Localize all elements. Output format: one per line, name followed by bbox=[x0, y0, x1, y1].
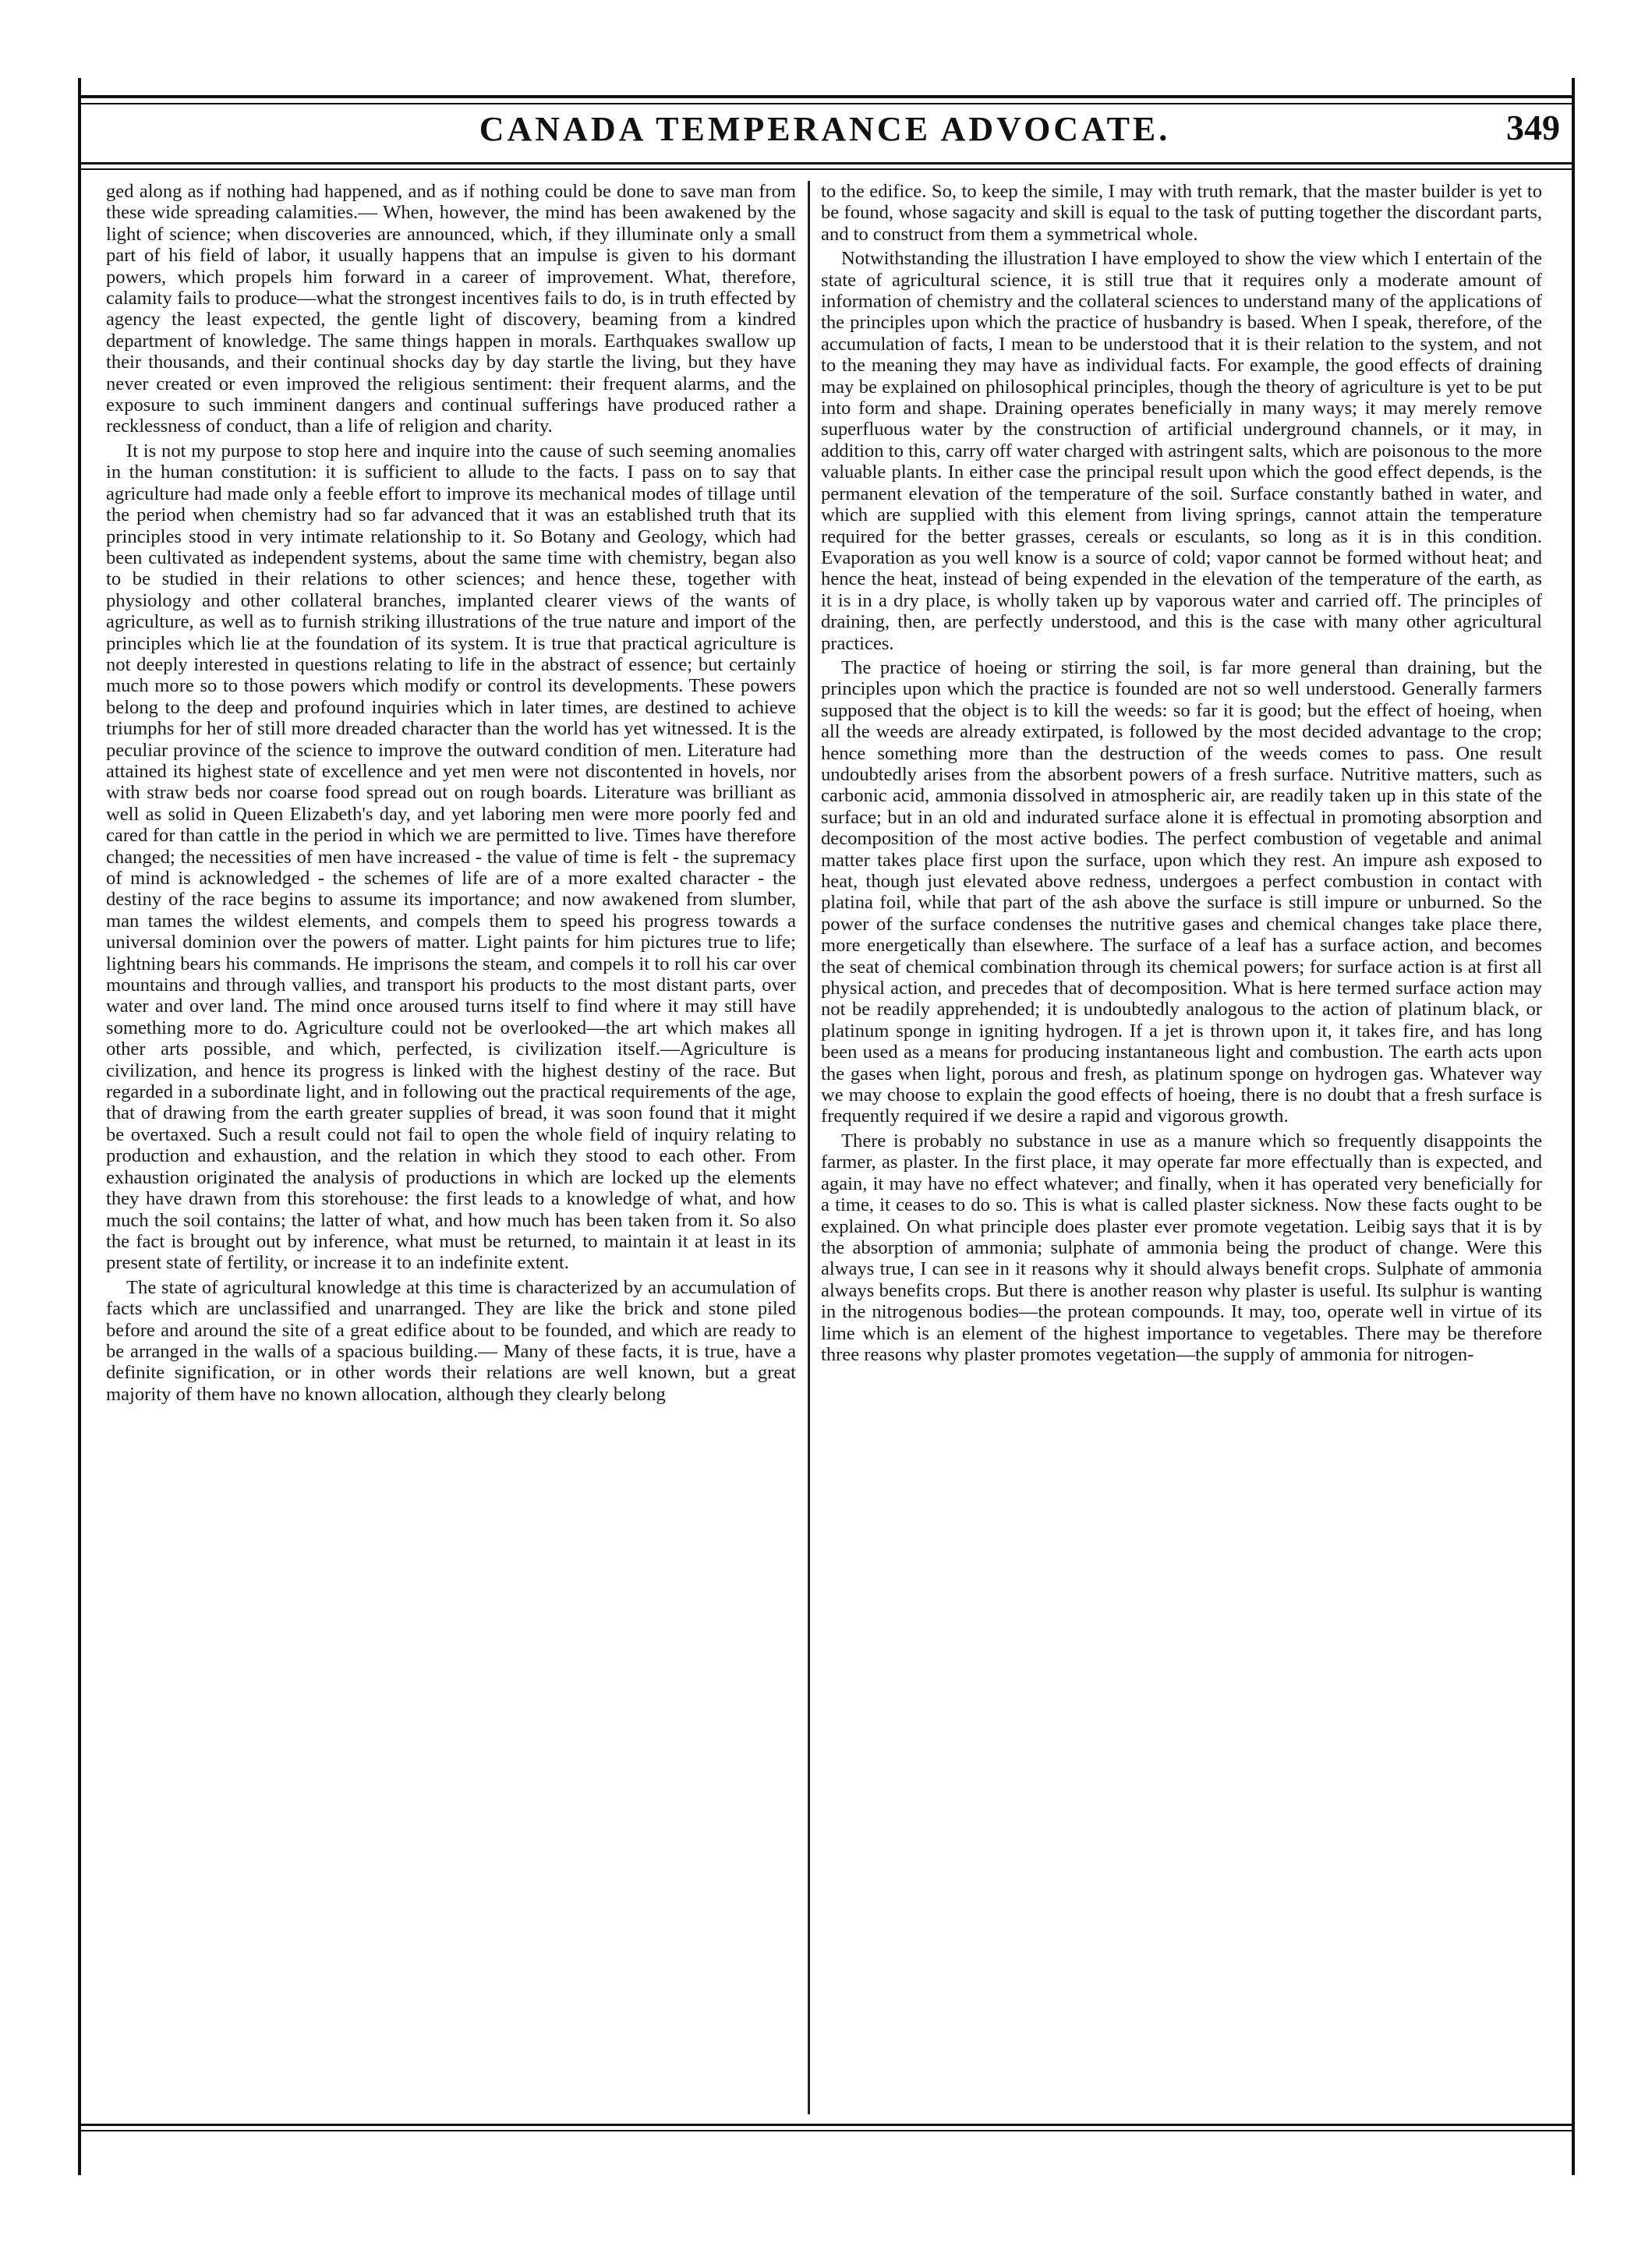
right-column bbox=[821, 181, 1542, 2114]
bottom-rule-thin bbox=[78, 2130, 1572, 2131]
top-rule-thick bbox=[78, 95, 1572, 98]
article-paragraph: to the edifice. So, to keep the simile, I may with truth remark, that the master builder is yet to be found, whose sagacity and skill is equal to the task of putting together the discordant parts, and to construct from them a symmetrical whole. bbox=[821, 181, 1542, 245]
bottom-rule bbox=[78, 2124, 1572, 2126]
page-title: CANADA TEMPERANCE ADVOCATE. bbox=[479, 110, 1171, 148]
column-divider bbox=[808, 181, 810, 2114]
page-number: 349 bbox=[1506, 108, 1560, 147]
article-paragraph: It is not my purpose to stop here and inquire into the cause of such seeming anomalies in the human constitution: it is sufficient to allude to the facts. I pass on to say that agriculture had made only a feeble effort to improve its mechanical modes of tillage until the period when chemistry had so far advanced that it was an established truth that its principles stood in very intimate relationship to it. So Botany and Geology, which had been cultivated as independent systems, about the same time with chemistry, began also to be studied in their relations to other sciences; and hence these, together with physiology and other collateral branches, implanted clearer views of the wants of agriculture, as well as to furnish striking illustrations of the true nature and import of the principles which lie at the foundation of its system. It is true that practical agriculture is not deeply interested in questions relating to life in the abstract of essence; but certainly much more so to those powers which modify or control its developments. These powers belong to the deep and profound inquiries which in later times, are destined to achieve triumphs for her of still more dreaded character than the world has yet witnessed. It is the peculiar province of the science to improve the outward condition of men. Literature had attained its highest state of excellence and yet men were not discontented in hovels, nor with straw beds nor coarse food spread out on rough boards. Literature was brilliant as well as solid in Queen Elizabeth's day, and yet laboring men were more poorly fed and cared for than cattle in the period in which we are permitted to live. Times have therefore changed; the necessities of men have increased - the value of time is felt - the supremacy of mind is acknowledged - the schemes of life are of a more exalted character - the destiny of the race begins to assume its importance; and now awakened from slumber, man tames the wildest elements, and compels them to speed his progress towards a universal dominion over the powers of matter. Light paints for him pictures true to life; lightning bears his commands. He imprisons the steam, and compels it to roll his car over mountains and through vallies, and transport his products to the most distant parts, over water and over land. The mind once aroused turns itself to find where it may still have something more to do. Agriculture could not be overlooked—the art which makes all other arts possible, and which, perfected, is civilization itself.—Agriculture is civilization, and hence its progress is linked with the highest destiny of the race. But regarded in a subordinate light, and in following out the practical requirements of the age, that of drawing from the earth greater supplies of bread, it was soon found that it might be overtaxed. Such a result could not fail to open the whole field of inquiry relating to production and exhaustion, and the relation in which they stood to each other. From exhaustion originated the analysis of productions in which are locked up the elements they have drawn from this storehouse: the first leads to a knowledge of what, and how much the soil contains; the latter of what, and how much has been taken from it. So also the fact is brought out by inference, what must be returned, to maintain it at least in its present state of fertility, or increase it to an indefinite extent. bbox=[106, 440, 796, 1274]
article-paragraph: Notwithstanding the illustration I have employed to show the view which I entertain of the state of agricultural science, it is still true that it requires only a moderate amount of information of chemistry and the collateral sciences to understand many of the applications of the principles upon which the practice of husbandry is based. When I speak, therefore, of the accumulation of facts, I mean to be understood that it is their relation to the system, and not to the meaning they may have as individual facts. For example, the good effects of draining may be explained on philosophical principles, though the theory of agriculture is yet to be put into form and shape. Draining operates beneficially in many ways; it may merely remove superfluous water by the construction of artificial underground channels, or it may, in addition to this, carry off water charged with astringent salts, which are poisonous to the more valuable plants. In either case the principal result upon which the good effect depends, is the permanent elevation of the temperature of the soil. Surface constantly bathed in water, and which are supplied with this element from living springs, cannot attain the temperature required for the better grasses, cereals or esculants, so long as it is in this condition. Evaporation as you well know is a source of cold; vapor cannot be formed without heat; and hence the heat, instead of being expended in the elevation of the temperature of the earth, as it is in a dry place, is wholly taken up by vaporous water and carried off. The principles of draining, then, are perfectly understood, and this is the case with many other agricultural practices. bbox=[821, 248, 1542, 654]
article-paragraph: ged along as if nothing had happened, and as if nothing could be done to save man from these wide spreading calamities.— When, however, the mind has been awakened by the light of science; when discoveries are announced, which, if they illuminate only a small part of his field of labor, it usually happens that an impulse is given to his dormant powers, which propels him forward in a career of improvement. What, therefore, calamity fails to produce—what the strongest incentives fails to do, is in truth effected by agency the least expected, the gentle light of discovery, beaming from a kindred department of knowledge. The same things happen in morals. Earthquakes swallow up their thousands, and their continual shocks day by day startle the living, but they have never created or even improved the religious sentiment: their frequent alarms, and the exposure to such imminent dangers and continual sufferings have produced rather a recklessness of conduct, than a life of religion and charity. bbox=[106, 181, 796, 437]
header-rule bbox=[78, 162, 1572, 164]
top-rule-thin bbox=[78, 103, 1572, 104]
article-paragraph: The practice of hoeing or stirring the soil, is far more general than draining, but the principles upon which the practice is founded are not so well understood. Generally farmers supposed that the object is to kill the weeds: so far it is good; but the effect of hoeing, when all the weeds are already extirpated, is followed by the most decided advantage to the crop; hence something more than the destruction of the weeds comes to pass. One result undoubtedly arises from the absorbent powers of a fresh surface. Nutritive matters, such as carbonic acid, ammonia dissolved in atmospheric air, are readily taken up in this state of the surface; but in an old and indurated surface alone it is effectual in promoting absorption and decomposition of the most active bodies. The perfect combustion of vegetable and animal matter takes place first upon the surface, upon which they rest. An impure ash exposed to heat, though just elevated above redness, undergoes a perfect combustion in contact with platina foil, while that part of the ash above the surface is still impure or unburned. So the power of the surface condenses the nutritive gases and chemical changes take place there, more energetically than elsewhere. The surface of a leaf has a surface action, and becomes the seat of chemical combination through its chemical powers; for surface action is at first all physical action, and precedes that of decomposition. What is here termed surface action may not be readily apprehended; it is undoubtedly analogous to the action of platinum black, or platinum sponge in igniting hydrogen. If a jet is thrown upon it, it takes fire, and has long been used as a means for producing instantaneous light and combustion. The earth acts upon the gases when light, porous and fresh, as platinum sponge on hydrogen gas. Whatever way we may choose to explain the good effects of hoeing, there is no doubt that a fresh surface is frequently required if we desire a rapid and vigorous growth. bbox=[821, 656, 1542, 1127]
header-rule-thin bbox=[78, 168, 1572, 170]
article-paragraph: There is probably no substance in use as a manure which so frequently disappoints the farmer, as plaster. In the first place, it may operate far more effectually than is expected, and again, it may have no effect whatever; and finally, when it has operated very beneficially for a time, it ceases to do so. This is what is called plaster sickness. Now these facts ought to be explained. On what principle does plaster ever promote vegetation. Leibig says that it is by the absorption of ammonia; sulphate of ammonia being the product of change. Were this always true, I can see in it reasons why it should always benefit crops. Sulphate of ammonia always benefits crops. But there is another reason why plaster is useful. Its sulphur is wanting in the nitrogenous bodies—the protean compounds. It may, too, operate well in virtue of its lime which is an element of the highest importance to vegetables. There may be therefore three reasons why plaster promotes vegetation—the supply of ammonia for nitrogen- bbox=[821, 1130, 1542, 1365]
left-column bbox=[106, 181, 796, 2114]
article-paragraph: The state of agricultural knowledge at this time is characterized by an accumulation of facts which are unclassified and unarranged. They are like the brick and stone piled before and around the site of a great edifice about to be founded, and which are ready to be arranged in the walls of a spacious building.— Many of these facts, it is true, have a definite signification, or in other words their relations are well known, but a great majority of them have no known allocation, although they clearly belong bbox=[106, 1276, 796, 1405]
